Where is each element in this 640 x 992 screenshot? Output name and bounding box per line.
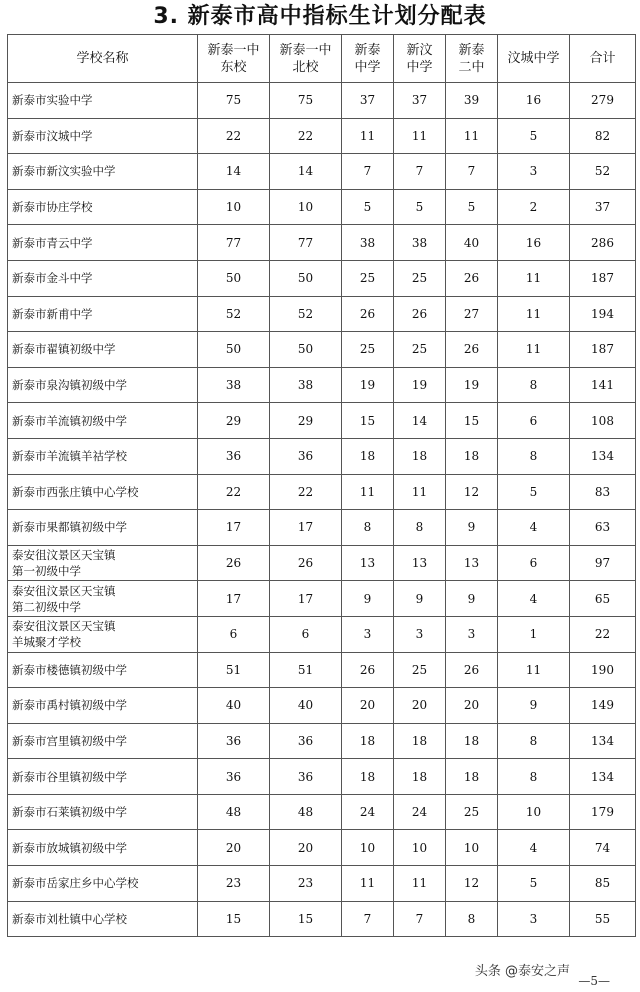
quota-cell: 11 — [446, 118, 498, 154]
column-header — [570, 35, 636, 83]
quota-cell: 9 — [394, 581, 446, 617]
column-header — [198, 35, 270, 83]
school-name: 新泰市宫里镇初级中学 — [12, 733, 127, 748]
quota-cell: 25 — [342, 332, 394, 368]
table-row — [8, 438, 636, 474]
quota-cell: 50 — [270, 260, 342, 296]
quota-cell: 5 — [498, 474, 570, 510]
quota-cell: 18 — [446, 438, 498, 474]
quota-cell: 18 — [342, 438, 394, 474]
school-name-cell — [8, 438, 198, 474]
quota-cell: 40 — [446, 225, 498, 261]
quota-cell: 75 — [198, 83, 270, 119]
quota-cell: 15 — [198, 901, 270, 937]
quota-cell: 11 — [394, 118, 446, 154]
quota-cell: 4 — [498, 581, 570, 617]
quota-cell: 3 — [498, 154, 570, 190]
total-cell: 37 — [570, 189, 636, 225]
school-name-cell — [8, 403, 198, 439]
table-row — [8, 83, 636, 119]
quota-cell: 29 — [270, 403, 342, 439]
table-row — [8, 154, 636, 190]
quota-cell: 36 — [270, 759, 342, 795]
column-header — [498, 35, 570, 83]
quota-cell: 50 — [198, 332, 270, 368]
header-text: 新泰一中 — [279, 42, 332, 58]
school-name-cell — [8, 581, 198, 617]
quota-cell: 48 — [198, 794, 270, 830]
total-cell: 22 — [570, 616, 636, 652]
quota-cell: 25 — [394, 652, 446, 688]
quota-cell: 18 — [446, 723, 498, 759]
quota-cell: 11 — [498, 260, 570, 296]
quota-cell: 18 — [342, 723, 394, 759]
school-name-cell — [8, 225, 198, 261]
column-header — [446, 35, 498, 83]
quota-cell: 5 — [342, 189, 394, 225]
header-text: 中学 — [406, 59, 433, 75]
quota-cell: 18 — [342, 759, 394, 795]
quota-cell: 24 — [394, 794, 446, 830]
school-name-cell — [8, 474, 198, 510]
table-row — [8, 723, 636, 759]
header-text: 新汶 — [406, 42, 433, 58]
quota-cell: 7 — [446, 154, 498, 190]
header-text: 新泰 — [458, 42, 485, 58]
quota-cell: 25 — [394, 332, 446, 368]
quota-cell: 20 — [270, 830, 342, 866]
quota-cell: 5 — [498, 118, 570, 154]
page-title: 3. 新泰市高中指标生计划分配表 — [153, 4, 487, 29]
header-school-name — [8, 35, 198, 83]
quota-cell: 20 — [446, 688, 498, 724]
quota-cell: 5 — [446, 189, 498, 225]
school-name-cell — [8, 652, 198, 688]
school-name-cell — [8, 759, 198, 795]
quota-cell: 36 — [198, 759, 270, 795]
school-name-cell — [8, 545, 198, 581]
total-cell: 63 — [570, 510, 636, 546]
school-name: 新泰市实验中学 — [12, 93, 93, 108]
quota-cell: 10 — [498, 794, 570, 830]
header-text: 汶城中学 — [507, 51, 560, 66]
header-text: 新泰 — [354, 42, 381, 58]
table-row — [8, 866, 636, 902]
quota-cell: 17 — [270, 510, 342, 546]
school-name: 第一初级中学 — [12, 564, 81, 579]
header-text: 二中 — [458, 59, 485, 75]
table-row — [8, 118, 636, 154]
quota-cell: 9 — [446, 581, 498, 617]
column-header — [342, 35, 394, 83]
table-row — [8, 759, 636, 795]
quota-cell: 15 — [270, 901, 342, 937]
table-row — [8, 688, 636, 724]
quota-cell: 20 — [342, 688, 394, 724]
quota-cell: 14 — [270, 154, 342, 190]
table-row — [8, 510, 636, 546]
quota-cell: 18 — [394, 759, 446, 795]
school-name-cell — [8, 866, 198, 902]
school-name-cell — [8, 83, 198, 119]
total-cell: 108 — [570, 403, 636, 439]
total-cell: 286 — [570, 225, 636, 261]
quota-cell: 11 — [394, 474, 446, 510]
quota-cell: 22 — [270, 474, 342, 510]
quota-cell: 11 — [498, 652, 570, 688]
quota-cell: 20 — [198, 830, 270, 866]
quota-cell: 17 — [198, 581, 270, 617]
quota-cell: 26 — [270, 545, 342, 581]
quota-cell: 26 — [198, 545, 270, 581]
school-name-cell — [8, 723, 198, 759]
school-name: 新泰市楼德镇初级中学 — [12, 662, 127, 677]
quota-cell: 10 — [446, 830, 498, 866]
quota-cell: 18 — [394, 723, 446, 759]
quota-cell: 26 — [394, 296, 446, 332]
table-row — [8, 225, 636, 261]
quota-cell: 15 — [446, 403, 498, 439]
quota-cell: 5 — [394, 189, 446, 225]
quota-cell: 7 — [394, 901, 446, 937]
quota-cell: 27 — [446, 296, 498, 332]
quota-cell: 10 — [394, 830, 446, 866]
quota-cell: 40 — [198, 688, 270, 724]
quota-cell: 13 — [342, 545, 394, 581]
quota-cell: 37 — [342, 83, 394, 119]
quota-cell: 11 — [342, 866, 394, 902]
quota-cell: 50 — [270, 332, 342, 368]
school-name: 新泰市刘杜镇中心学校 — [12, 911, 127, 926]
total-cell: 187 — [570, 332, 636, 368]
school-name: 新泰市羊流镇初级中学 — [12, 413, 127, 428]
quota-cell: 6 — [498, 545, 570, 581]
school-name: 新泰市石莱镇初级中学 — [12, 805, 127, 820]
quota-cell: 17 — [198, 510, 270, 546]
quota-cell: 23 — [270, 866, 342, 902]
header-text: 学校名称 — [76, 51, 129, 66]
quota-cell: 38 — [394, 225, 446, 261]
quota-cell: 38 — [198, 367, 270, 403]
quota-cell: 13 — [446, 545, 498, 581]
table-row — [8, 474, 636, 510]
quota-cell: 37 — [394, 83, 446, 119]
column-header — [270, 35, 342, 83]
page-number: —5— — [578, 974, 610, 988]
table-row — [8, 260, 636, 296]
total-cell: 134 — [570, 438, 636, 474]
total-cell: 187 — [570, 260, 636, 296]
quota-cell: 3 — [394, 616, 446, 652]
quota-cell: 52 — [270, 296, 342, 332]
quota-cell: 25 — [342, 260, 394, 296]
quota-cell: 22 — [198, 474, 270, 510]
total-cell: 74 — [570, 830, 636, 866]
quota-cell: 5 — [498, 866, 570, 902]
quota-cell: 11 — [394, 866, 446, 902]
quota-cell: 12 — [446, 866, 498, 902]
quota-cell: 4 — [498, 830, 570, 866]
allocation-table — [7, 34, 636, 937]
quota-cell: 10 — [342, 830, 394, 866]
quota-cell: 51 — [198, 652, 270, 688]
quota-cell: 14 — [394, 403, 446, 439]
quota-cell: 14 — [198, 154, 270, 190]
table-row — [8, 367, 636, 403]
quota-cell: 6 — [270, 616, 342, 652]
school-name: 第二初级中学 — [12, 599, 81, 614]
header-text: 北校 — [292, 59, 319, 75]
table-row — [8, 830, 636, 866]
quota-cell: 24 — [342, 794, 394, 830]
quota-cell: 11 — [498, 332, 570, 368]
quota-cell: 4 — [498, 510, 570, 546]
school-name: 新泰市西张庄镇中心学校 — [12, 484, 139, 499]
quota-cell: 2 — [498, 189, 570, 225]
column-header — [394, 35, 446, 83]
quota-cell: 13 — [394, 545, 446, 581]
quota-cell: 75 — [270, 83, 342, 119]
school-name: 新泰市新汶实验中学 — [12, 164, 116, 179]
quota-cell: 18 — [394, 438, 446, 474]
quota-cell: 38 — [270, 367, 342, 403]
quota-cell: 50 — [198, 260, 270, 296]
table-row — [8, 652, 636, 688]
quota-cell: 15 — [342, 403, 394, 439]
table-row — [8, 296, 636, 332]
quota-cell: 36 — [198, 438, 270, 474]
school-name: 新泰市果都镇初级中学 — [12, 520, 127, 535]
quota-cell: 9 — [498, 688, 570, 724]
total-cell: 82 — [570, 118, 636, 154]
school-name: 新泰市岳家庄乡中心学校 — [12, 876, 139, 891]
total-cell: 97 — [570, 545, 636, 581]
total-cell: 179 — [570, 794, 636, 830]
school-name-cell — [8, 830, 198, 866]
quota-cell: 22 — [270, 118, 342, 154]
quota-cell: 25 — [446, 794, 498, 830]
school-name: 新泰市协庄学校 — [12, 200, 93, 215]
quota-cell: 3 — [498, 901, 570, 937]
quota-cell: 26 — [446, 652, 498, 688]
school-name: 泰安徂汶景区天宝镇 — [12, 548, 116, 563]
school-name-cell — [8, 296, 198, 332]
table-row — [8, 794, 636, 830]
total-cell: 65 — [570, 581, 636, 617]
school-name: 新泰市放城镇初级中学 — [12, 840, 127, 855]
quota-cell: 6 — [498, 403, 570, 439]
total-cell: 85 — [570, 866, 636, 902]
total-cell: 194 — [570, 296, 636, 332]
quota-cell: 8 — [342, 510, 394, 546]
total-cell: 141 — [570, 367, 636, 403]
total-cell: 134 — [570, 759, 636, 795]
school-name-cell — [8, 510, 198, 546]
quota-cell: 8 — [394, 510, 446, 546]
quota-cell: 3 — [446, 616, 498, 652]
quota-cell: 77 — [198, 225, 270, 261]
quota-cell: 19 — [446, 367, 498, 403]
quota-cell: 77 — [270, 225, 342, 261]
school-name-cell — [8, 367, 198, 403]
quota-cell: 7 — [342, 154, 394, 190]
header-text: 合计 — [589, 51, 616, 66]
table-row — [8, 616, 636, 652]
quota-cell: 6 — [198, 616, 270, 652]
quota-cell: 36 — [198, 723, 270, 759]
quota-cell: 19 — [342, 367, 394, 403]
quota-cell: 52 — [198, 296, 270, 332]
quota-cell: 17 — [270, 581, 342, 617]
quota-cell: 40 — [270, 688, 342, 724]
quota-cell: 36 — [270, 723, 342, 759]
table-header-row — [8, 35, 636, 83]
quota-cell: 25 — [394, 260, 446, 296]
quota-cell: 8 — [498, 759, 570, 795]
quota-cell: 26 — [446, 332, 498, 368]
school-name-cell — [8, 794, 198, 830]
school-name-cell — [8, 901, 198, 937]
quota-cell: 3 — [342, 616, 394, 652]
quota-cell: 18 — [446, 759, 498, 795]
school-name: 泰安徂汶景区天宝镇 — [12, 619, 116, 634]
header-text: 中学 — [354, 59, 381, 75]
school-name: 新泰市禹村镇初级中学 — [12, 698, 127, 713]
quota-cell: 26 — [342, 296, 394, 332]
table-row — [8, 545, 636, 581]
table-body — [8, 83, 636, 937]
quota-cell: 11 — [342, 118, 394, 154]
school-name-cell — [8, 260, 198, 296]
school-name: 新泰市青云中学 — [12, 235, 93, 250]
quota-cell: 26 — [446, 260, 498, 296]
quota-cell: 9 — [446, 510, 498, 546]
quota-cell: 10 — [270, 189, 342, 225]
quota-cell: 20 — [394, 688, 446, 724]
school-name-cell — [8, 616, 198, 652]
quota-cell: 1 — [498, 616, 570, 652]
source-watermark: 头条 @泰安之声 — [474, 964, 570, 979]
school-name: 羊城聚才学校 — [12, 635, 81, 650]
quota-cell: 19 — [394, 367, 446, 403]
table-row — [8, 581, 636, 617]
quota-cell: 39 — [446, 83, 498, 119]
school-name: 泰安徂汶景区天宝镇 — [12, 583, 116, 598]
quota-cell: 12 — [446, 474, 498, 510]
total-cell: 134 — [570, 723, 636, 759]
school-name: 新泰市汶城中学 — [12, 128, 93, 143]
school-name: 新泰市泉沟镇初级中学 — [12, 378, 127, 393]
quota-cell: 8 — [498, 723, 570, 759]
quota-cell: 11 — [498, 296, 570, 332]
quota-cell: 38 — [342, 225, 394, 261]
school-name-cell — [8, 189, 198, 225]
quota-cell: 26 — [342, 652, 394, 688]
quota-cell: 9 — [342, 581, 394, 617]
school-name: 新泰市翟镇初级中学 — [12, 342, 116, 357]
school-name: 新泰市金斗中学 — [12, 271, 93, 286]
quota-cell: 11 — [342, 474, 394, 510]
quota-cell: 48 — [270, 794, 342, 830]
total-cell: 83 — [570, 474, 636, 510]
table-row — [8, 901, 636, 937]
header-text: 新泰一中 — [207, 42, 260, 58]
quota-cell: 36 — [270, 438, 342, 474]
table-row — [8, 332, 636, 368]
quota-cell: 10 — [198, 189, 270, 225]
quota-cell: 8 — [446, 901, 498, 937]
quota-cell: 8 — [498, 438, 570, 474]
table-row — [8, 189, 636, 225]
quota-cell: 29 — [198, 403, 270, 439]
total-cell: 279 — [570, 83, 636, 119]
total-cell: 55 — [570, 901, 636, 937]
table-row — [8, 403, 636, 439]
quota-cell: 16 — [498, 225, 570, 261]
quota-cell: 23 — [198, 866, 270, 902]
school-name-cell — [8, 332, 198, 368]
header-text: 东校 — [220, 59, 247, 75]
school-name-cell — [8, 154, 198, 190]
school-name: 新泰市新甫中学 — [12, 306, 93, 321]
total-cell: 149 — [570, 688, 636, 724]
quota-cell: 16 — [498, 83, 570, 119]
school-name-cell — [8, 688, 198, 724]
total-cell: 190 — [570, 652, 636, 688]
school-name: 新泰市谷里镇初级中学 — [12, 769, 127, 784]
quota-cell: 8 — [498, 367, 570, 403]
quota-cell: 7 — [394, 154, 446, 190]
school-name-cell — [8, 118, 198, 154]
quota-cell: 51 — [270, 652, 342, 688]
school-name: 新泰市羊流镇羊祜学校 — [12, 449, 127, 464]
quota-cell: 22 — [198, 118, 270, 154]
quota-cell: 7 — [342, 901, 394, 937]
total-cell: 52 — [570, 154, 636, 190]
